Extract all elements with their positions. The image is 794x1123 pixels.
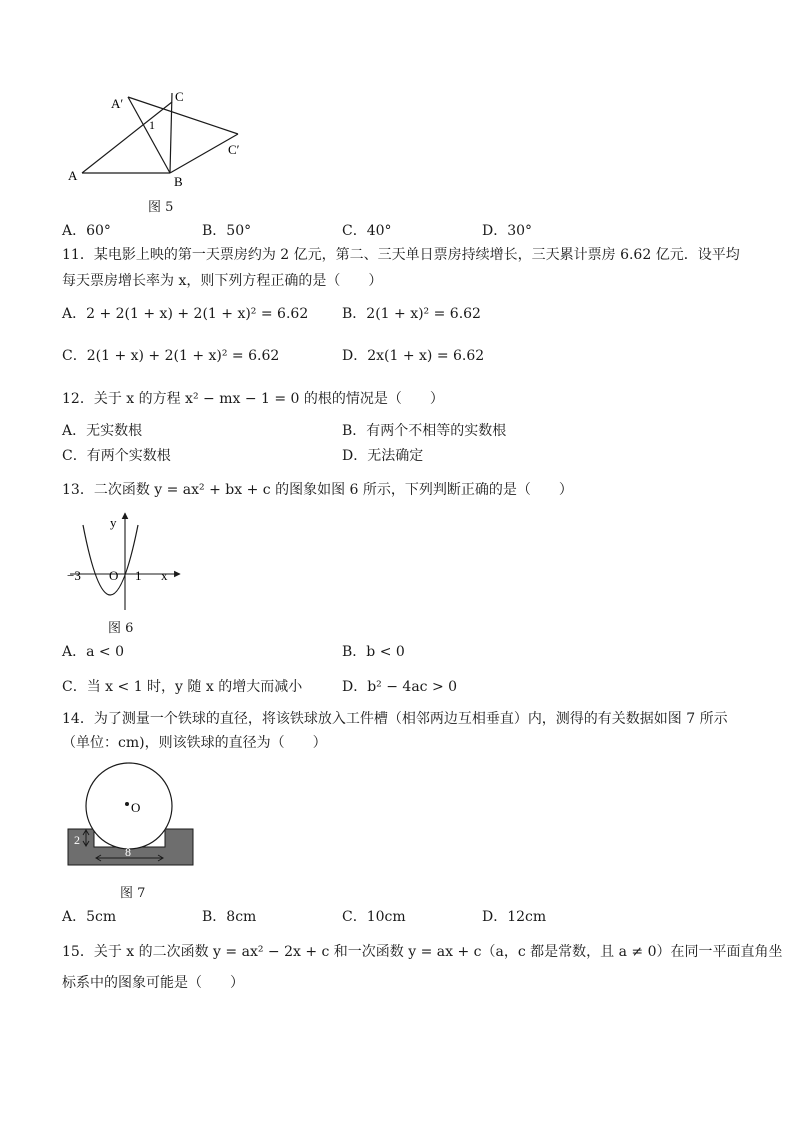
label-c: C: [175, 89, 184, 104]
q12-option-a[interactable]: A．无实数根: [62, 423, 143, 439]
label-origin: O: [109, 568, 119, 583]
q14-option-b[interactable]: B．8cm: [202, 909, 257, 925]
q13-option-b[interactable]: B．b < 0: [342, 644, 405, 660]
figure-5-caption: 图 5: [148, 200, 174, 215]
label-neg3: −3: [67, 568, 81, 583]
figure-7-caption: 图 7: [120, 886, 146, 901]
label-a-prime: A′: [111, 96, 124, 111]
q14-option-d[interactable]: D．12cm: [482, 909, 547, 925]
parabola-curve: [83, 525, 138, 595]
q10-option-c[interactable]: C．40°: [342, 223, 392, 239]
segment-cb: [170, 93, 172, 173]
ball-center-dot: [125, 802, 129, 806]
label-c-prime: C′: [228, 142, 240, 157]
q14-option-c[interactable]: C．10cm: [342, 909, 406, 925]
label-center-o: O: [131, 800, 141, 815]
figure-7: [66, 758, 196, 870]
q12-option-b[interactable]: B．有两个不相等的实数根: [342, 423, 507, 439]
q10-option-b[interactable]: B．50°: [202, 223, 252, 239]
q14-option-a[interactable]: A．5cm: [62, 909, 117, 925]
q11-option-b[interactable]: B．2(1 + x)² = 6.62: [342, 306, 481, 322]
q12-stem: 12．关于 x 的方程 x² − mx − 1 = 0 的根的情况是（ ）: [62, 391, 444, 407]
q11-stem-line-1: 11．某电影上映的第一天票房约为 2 亿元，第二、三天单日票房持续增长，三天累计票房 6.62 亿元．设平均: [62, 247, 740, 263]
q15-stem-line-1: 15．关于 x 的二次函数 y = ax² − 2x + c 和一次函数 y = ax + c（a，c 都是常数，且 a ≠ 0）在同一平面直角坐: [62, 944, 783, 960]
label-b: B: [174, 174, 183, 189]
q12-option-c[interactable]: C．有两个实数根: [62, 448, 171, 464]
label-one: 1: [135, 568, 142, 583]
segment-ac: [82, 102, 172, 173]
q14-stem-line-2: （单位：cm)，则该铁球的直径为（ ）: [62, 735, 327, 751]
label-y: y: [110, 515, 117, 530]
q10-option-a[interactable]: A．60°: [62, 223, 111, 239]
label-angle-1: 1: [149, 118, 155, 132]
iron-ball: [86, 763, 172, 849]
label-height-2: 2: [74, 833, 80, 847]
q11-option-a[interactable]: A．2 + 2(1 + x) + 2(1 + x)² = 6.62: [62, 306, 309, 322]
figure-5: [60, 84, 260, 189]
q14-stem-line-1: 14．为了测量一个铁球的直径，将该铁球放入工件槽（相邻两边互相垂直）内，测得的有关数据如图 7 所示: [62, 711, 728, 727]
q10-option-d[interactable]: D．30°: [482, 223, 533, 239]
q13-stem: 13．二次函数 y = ax² + bx + c 的图象如图 6 所示，下列判断正确的是（ ）: [62, 482, 573, 498]
q11-option-c[interactable]: C．2(1 + x) + 2(1 + x)² = 6.62: [62, 348, 280, 364]
label-x: x: [161, 568, 168, 583]
label-width-8: 8: [125, 845, 131, 859]
q12-option-d[interactable]: D．无法确定: [342, 448, 424, 464]
figure-6: [60, 505, 190, 615]
label-a: A: [68, 168, 78, 183]
q13-option-c[interactable]: C．当 x < 1 时，y 随 x 的增大而减小: [62, 679, 303, 695]
q13-option-d[interactable]: D．b² − 4ac > 0: [342, 679, 458, 695]
figure-6-caption: 图 6: [108, 621, 134, 636]
q11-stem-line-2: 每天票房增长率为 x，则下列方程正确的是（ ）: [62, 273, 383, 289]
q15-stem-line-2: 标系中的图象可能是（ ）: [62, 975, 244, 991]
q11-option-d[interactable]: D．2x(1 + x) = 6.62: [342, 348, 485, 364]
q13-option-a[interactable]: A．a < 0: [62, 644, 124, 660]
